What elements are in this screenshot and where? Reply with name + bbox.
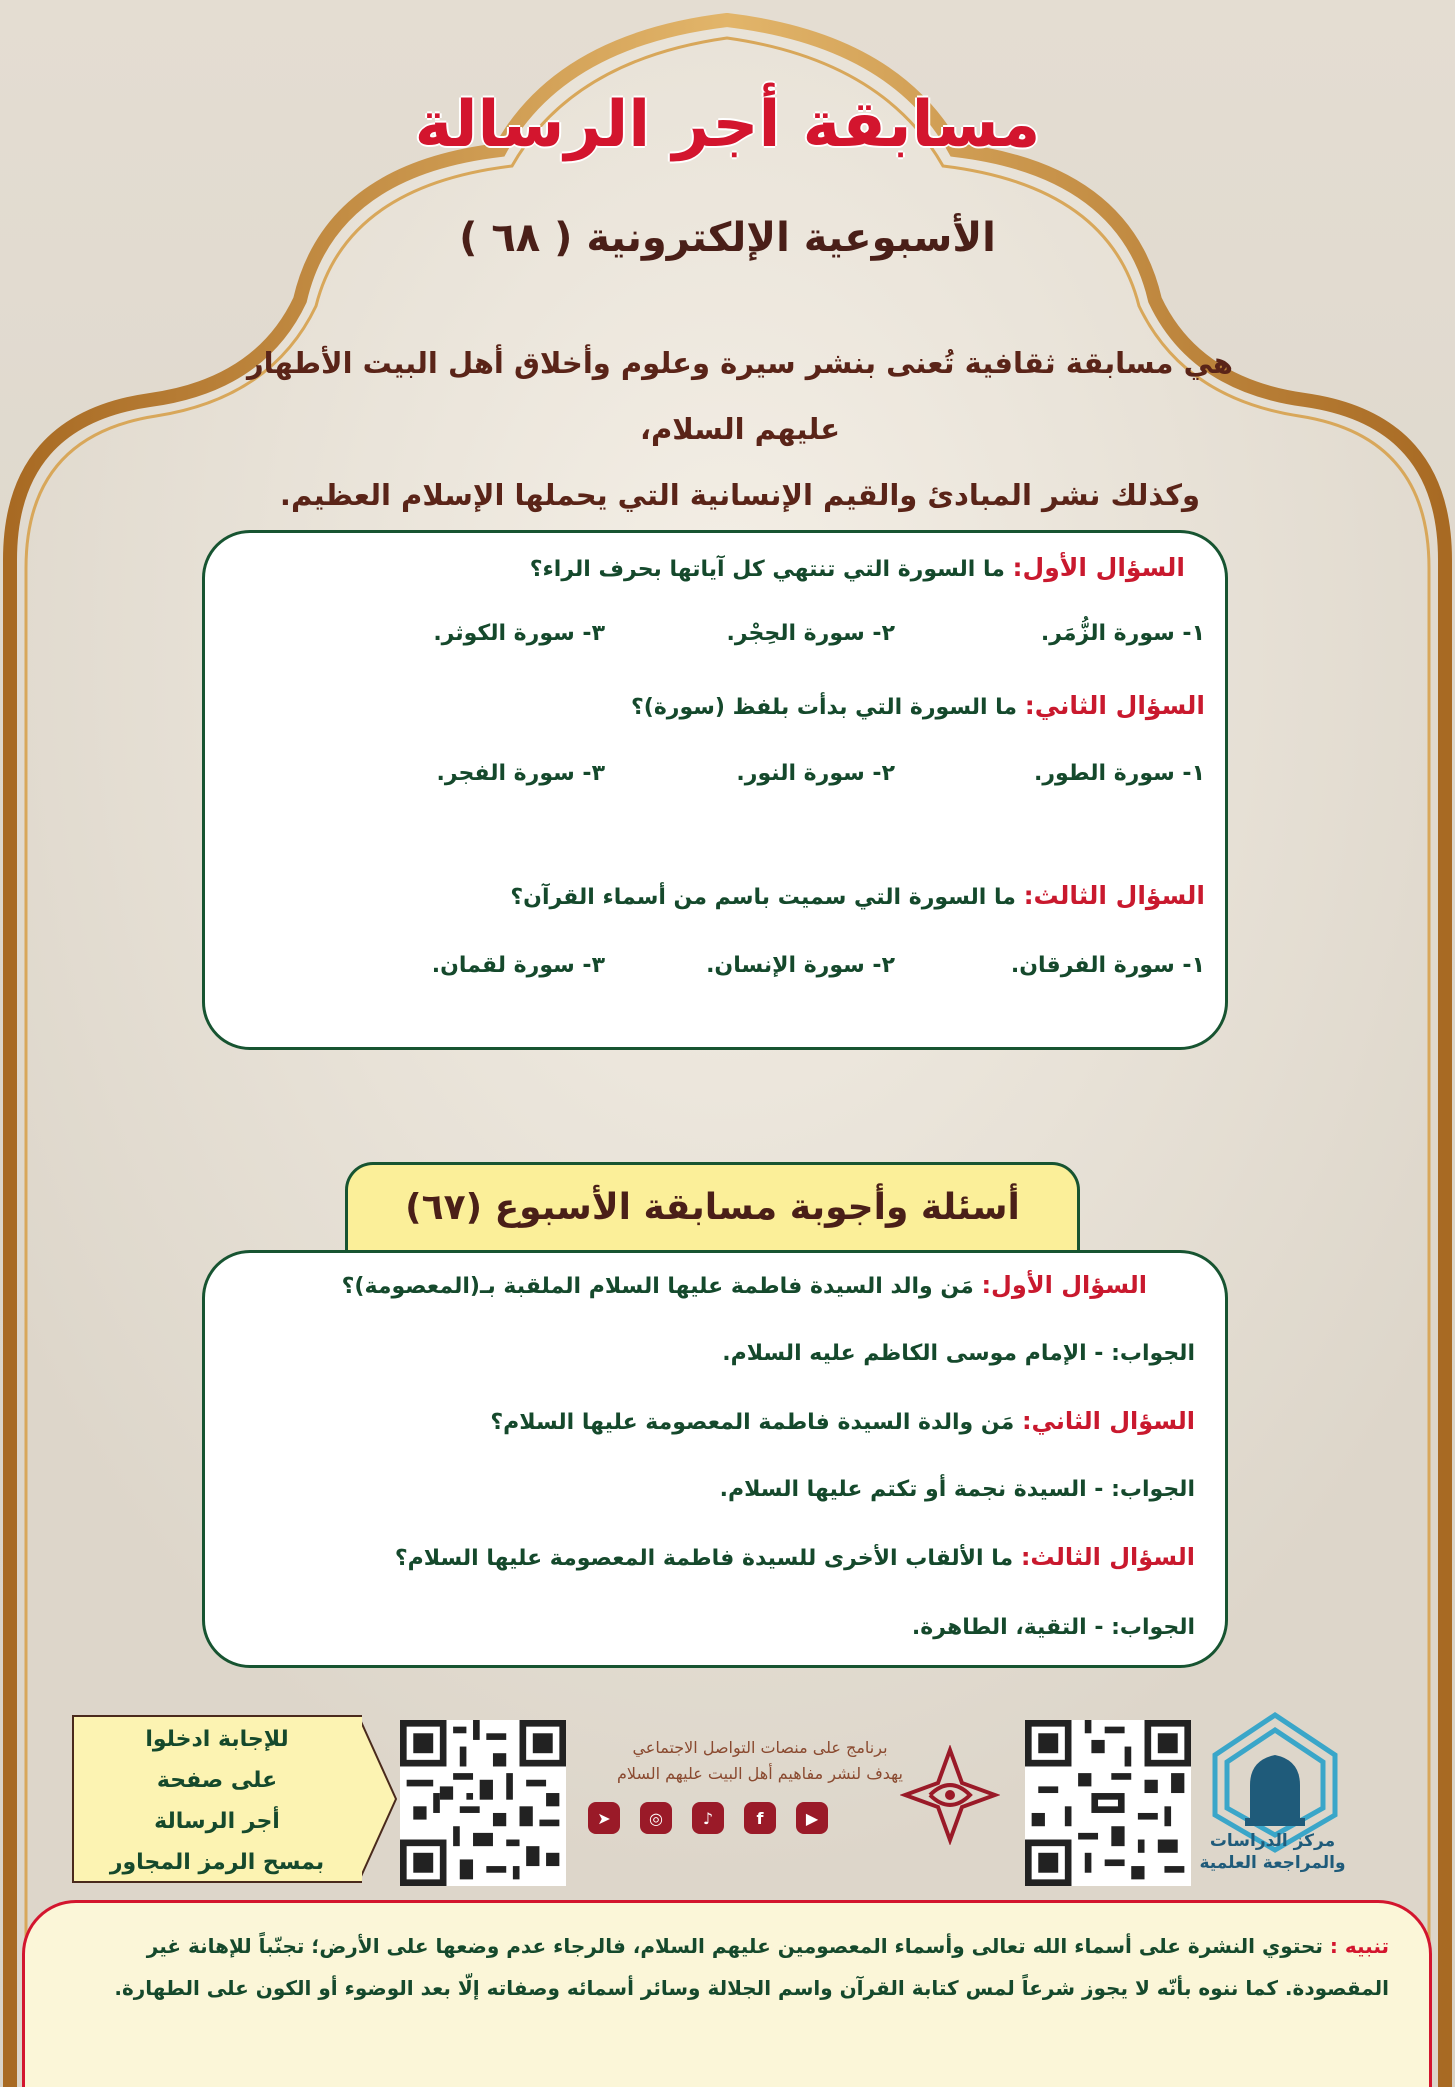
answer-instructions-box [72,1715,362,1883]
answer-question-1-text: مَن والد السيدة فاطمة عليها السلام الملقبة بـ(المعصومة)؟ [341,1274,974,1299]
question-3-option-3: ٣- سورة لقمان. [431,953,605,978]
page-subtitle: الأسبوعية الإلكترونية ( ٦٨ ) [459,215,996,261]
answer-question-2 [490,1407,1195,1435]
tiktok-icon[interactable]: ♪ [692,1802,724,1834]
cta-arrow [358,1715,398,1883]
social-line-1: برنامج على منصات التواصل الاجتماعي [632,1738,888,1757]
question-2-option-1: ١- سورة الطور. [1033,761,1205,786]
question-2-text: ما السورة التي بدأت بلفظ (سورة)؟ [631,695,1018,720]
cta-line-3: أجر الرسالة [154,1809,280,1834]
youtube-icon[interactable]: ▶ [796,1802,828,1834]
answer-question-3-text: ما الألقاب الأخرى للسيدة فاطمة المعصومة عليها السلام؟ [394,1546,1014,1571]
answer-question-1 [342,1271,1147,1299]
social-icons-row [588,1802,908,1842]
answers-tab-title: أسئلة وأجوبة مسابقة الأسبوع (٦٧) [345,1162,1080,1254]
qr-code-social[interactable] [1025,1720,1191,1886]
question-1-option-2: ٢- سورة الحِجْر. [726,621,895,646]
answers-box [202,1250,1228,1668]
answer-2: الجواب: - السيدة نجمة أو تكتم عليها السلام. [719,1477,1195,1502]
question-2-option-3: ٣- سورة الفجر. [436,761,605,786]
question-3-option-2: ٢- سورة الإنسان. [706,953,895,978]
answer-1: الجواب: - الإمام موسى الكاظم عليه السلام. [722,1341,1195,1366]
cta-line-1: للإجابة ادخلوا [145,1727,289,1752]
notice-label: تنبيه : [1329,1934,1389,1958]
question-1-option-3: ٣- سورة الكوثر. [433,621,605,646]
cta-line-2: على صفحة [156,1768,278,1793]
org-name-line-1: مركز الدراسات [1209,1831,1336,1851]
question-1-label: السؤال الأول: [1012,553,1185,582]
question-3-option-1: ١- سورة الفرقان. [1010,953,1205,978]
answer-question-3-label: السؤال الثالث: [1020,1543,1195,1571]
question-2 [631,691,1205,720]
question-3 [510,881,1205,910]
qr-code-answer-page[interactable] [400,1720,566,1886]
social-line-2: يهدف لنشر مفاهيم أهل البيت عليهم السلام [616,1764,903,1783]
answer-question-2-label: السؤال الثاني: [1021,1407,1195,1435]
intro-line-2: وكذلك نشر المبادئ والقيم الإنسانية التي يحملها الإسلام العظيم. [279,478,1201,512]
questions-box [202,530,1228,1050]
question-2-label: السؤال الثاني: [1024,691,1205,720]
question-3-label: السؤال الثالث: [1023,881,1205,910]
answer-question-2-text: مَن والدة السيدة فاطمة المعصومة عليها السلام؟ [490,1410,1015,1435]
facebook-icon[interactable]: f [744,1802,776,1834]
answer-question-3 [395,1543,1195,1571]
intro-line-1: هي مسابقة ثقافية تُعنى بنشر سيرة وعلوم وأخلاق أهل البيت الأطهار عليهم السلام، [246,346,1234,446]
question-1 [530,553,1185,582]
ajr-alrisala-logo [900,1745,1000,1845]
instagram-icon[interactable]: ◎ [640,1802,672,1834]
social-program-text [585,1735,935,1787]
research-center-name [1170,1830,1375,1874]
cta-line-4: بمسح الرمز المجاور [109,1850,325,1875]
answer-question-1-label: السؤال الأول: [981,1271,1147,1299]
notice-text: تحتوي النشرة على أسماء الله تعالى وأسماء المعصومين عليهم السلام، فالرجاء عدم وضعها على الأرض؛ تجنّباً للإهانة غير المقصودة. كما ننوه بأنّه لا يجوز شرعاً لمس كتابة القرآن واسم الجلالة وسائر أسمائه وصفاته إلّا بعد الوضوء أو الكون على الطهارة. [114,1934,1389,2000]
intro-text [230,330,1250,528]
question-1-option-1: ١- سورة الزُّمَر. [1040,621,1205,646]
org-name-line-2: والمراجعة العلمية [1199,1853,1346,1873]
question-1-text: ما السورة التي تنتهي كل آياتها بحرف الراء؟ [529,557,1005,582]
page-title: مسابقة أجر الرسالة [414,88,1041,162]
answer-3: الجواب: - التقية، الطاهرة. [911,1615,1195,1640]
notice-box [22,1900,1432,2087]
question-3-text: ما السورة التي سميت باسم من أسماء القرآن؟ [510,885,1016,910]
telegram-icon[interactable]: ➤ [588,1802,620,1834]
question-2-option-2: ٢- سورة النور. [736,761,895,786]
